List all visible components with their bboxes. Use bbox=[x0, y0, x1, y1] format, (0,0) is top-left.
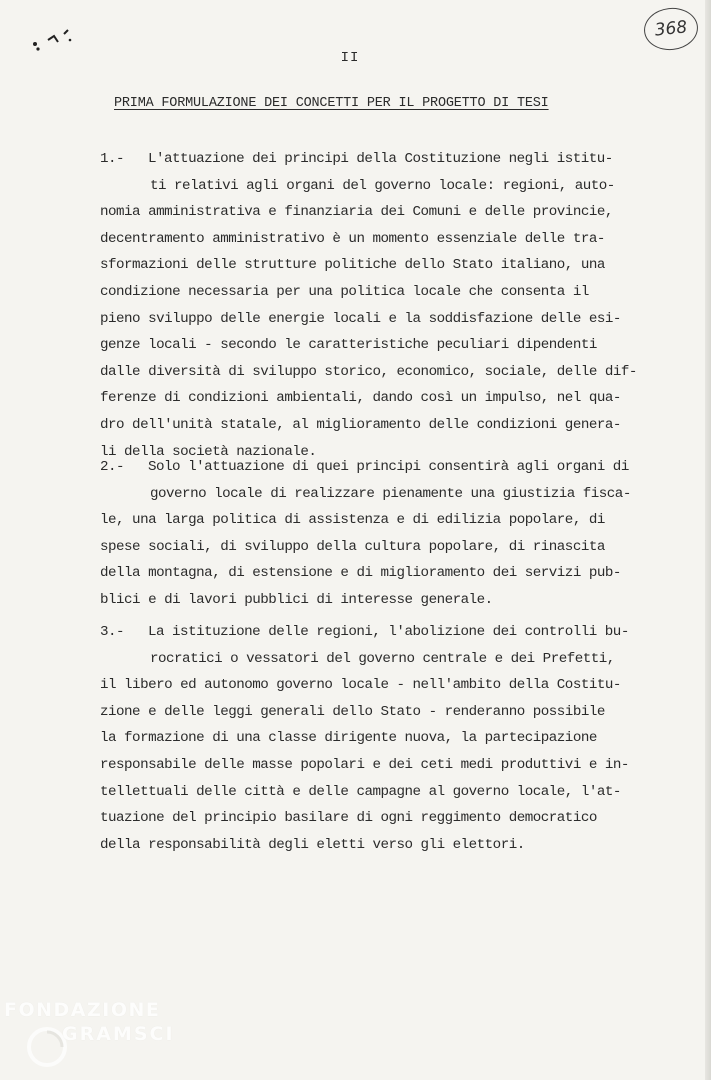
paragraph-line: spese sociali, di sviluppo della cultura popolare, di rinascita bbox=[100, 538, 605, 555]
paragraph-line: decentramento amministrativo è un momento essenziale delle tra- bbox=[100, 230, 605, 247]
paragraph-1 bbox=[100, 146, 680, 465]
paragraph-line: condizione necessaria per una politica locale che consenta il bbox=[100, 283, 589, 300]
paragraph-line: della responsabilità degli eletti verso gli elettori. bbox=[100, 836, 525, 853]
paragraph-text: La istituzione delle regioni, l'abolizione dei controlli bu- bbox=[148, 624, 629, 640]
page-edge-shadow bbox=[705, 0, 711, 1080]
watermark-line-1: FONDAZIONE bbox=[4, 999, 161, 1021]
paragraph-line: dro dell'unità statale, al miglioramento delle condizioni genera- bbox=[100, 416, 621, 433]
paragraph-line: sformazioni delle strutture politiche dello Stato italiano, una bbox=[100, 257, 605, 274]
archive-page-number: 368 bbox=[642, 5, 700, 52]
paragraph-line bbox=[100, 619, 680, 646]
paragraph-number: 1.- bbox=[100, 151, 125, 167]
paragraph-line: tuazione del principio basilare di ogni reggimento democratico bbox=[100, 810, 597, 827]
paragraph-line: blici e di lavori pubblici di interesse generale. bbox=[100, 591, 493, 608]
paragraph-line: della montagna, di estensione e di miglioramento dei servizi pub- bbox=[100, 565, 621, 582]
paragraph-line bbox=[100, 146, 680, 173]
ink-mark-icon bbox=[30, 28, 80, 58]
paragraph-line: responsabile delle masse popolari e dei ceti medi produttivi e in- bbox=[100, 756, 629, 773]
watermark bbox=[4, 998, 204, 1046]
paragraph-2 bbox=[100, 454, 680, 614]
paragraph-line: le, una larga politica di assistenza e di edilizia popolare, di bbox=[100, 512, 605, 529]
paragraph-line: il libero ed autonomo governo locale - nell'ambito della Costitu- bbox=[100, 677, 621, 694]
paragraph-line: la formazione di una classe dirigente nuova, la partecipazione bbox=[100, 730, 597, 747]
paragraph-text: Solo l'attuazione di quei principi consentirà agli organi di bbox=[148, 459, 629, 475]
paragraph-number: 2.- bbox=[100, 459, 125, 475]
paragraph-3 bbox=[100, 619, 680, 858]
paragraph-line: dalle diversità di sviluppo storico, economico, sociale, delle dif- bbox=[100, 363, 637, 380]
paragraph-line: li della società nazionale. bbox=[100, 443, 317, 460]
paragraph-line: governo locale di realizzare pienamente una giustizia fisca- bbox=[150, 485, 631, 502]
paragraph-line: rocratici o vessatori del governo centrale e dei Prefetti, bbox=[150, 650, 615, 667]
paragraph-number: 3.- bbox=[100, 624, 125, 640]
document-title: PRIMA FORMULAZIONE DEI CONCETTI PER IL PROGETTO DI TESI bbox=[114, 96, 549, 111]
paragraph-line: nomia amministrativa e finanziaria dei Comuni e delle provincie, bbox=[100, 204, 613, 221]
paragraph-text: L'attuazione dei principi della Costituzione negli istitu- bbox=[148, 151, 613, 167]
section-number: II bbox=[340, 50, 360, 66]
paragraph-line: genze locali - secondo le caratteristiche peculiari dipendenti bbox=[100, 337, 597, 354]
paragraph-line: ti relativi agli organi del governo locale: regioni, auto- bbox=[150, 177, 615, 194]
paragraph-line bbox=[100, 454, 680, 481]
paragraph-line: pieno sviluppo delle energie locali e la soddisfazione delle esi- bbox=[100, 310, 621, 327]
paragraph-line: ferenze di condizioni ambientali, dando così un impulso, nel qua- bbox=[100, 390, 621, 407]
paragraph-line: tellettuali delle città e delle campagne al governo locale, l'at- bbox=[100, 783, 621, 800]
paragraph-line: zione e delle leggi generali dello Stato - renderanno possibile bbox=[100, 703, 605, 720]
watermark-line-2: GRAMSCI bbox=[62, 1023, 175, 1045]
